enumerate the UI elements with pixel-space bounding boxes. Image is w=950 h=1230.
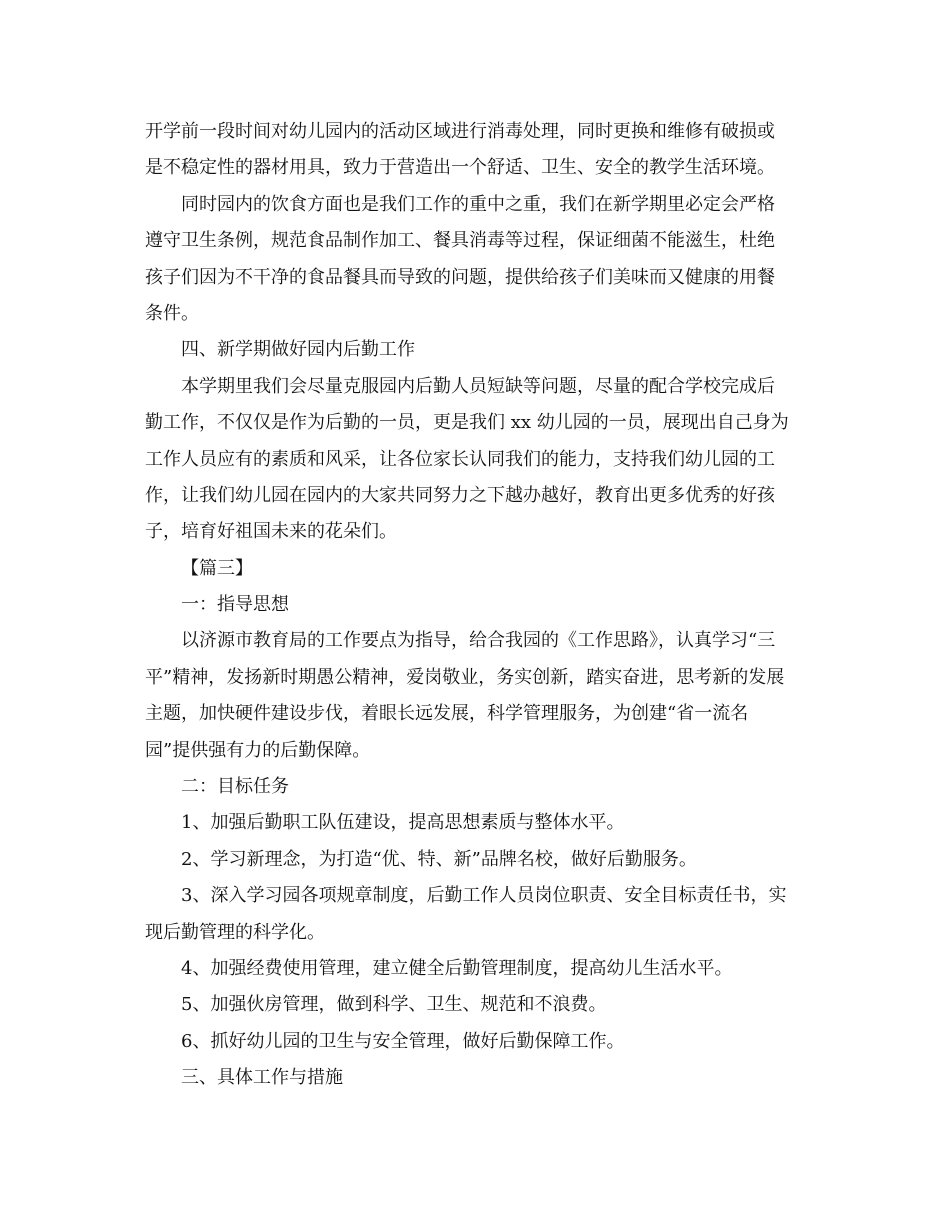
text-line: 条件。 [145,302,199,324]
text-line: 子，培育好祖国未来的花朵们。 [145,521,397,543]
document-body [145,114,810,1097]
text-line: 孩子们因为不干净的食品餐具而导致的问题，提供给孩子们美味而又健康的用餐 [145,266,775,288]
text-line: 【篇三】 [181,557,253,579]
text-line: 现后勤管理的科学化。 [145,921,325,943]
text-line: 3、深入学习园各项规章制度，后勤工作人员岗位职责、安全目标责任书，实 [181,885,787,907]
text-line: 同时园内的饮食方面也是我们工作的重中之重，我们在新学期里必定会严格 [181,193,775,215]
text-line: 4、加强经费使用管理，建立健全后勤管理制度，提高幼儿生活水平。 [181,957,733,979]
text-line: 勤工作，不仅仅是作为后勤的一员，更是我们 xx 幼儿园的一员，展现出自己身为 [145,412,789,434]
text-line: 三、具体工作与措施 [181,1067,343,1089]
text-line: 平”精神，发扬新时期愚公精神，爱岗敬业，务实创新，踏实奋进，思考新的发展 [145,666,785,688]
text-line: 二：目标任务 [181,776,289,798]
text-line: 遵守卫生条例，规范食品制作加工、餐具消毒等过程，保证细菌不能滋生，杜绝 [145,230,775,252]
text-line: 园”提供强有力的后勤保障。 [145,739,371,761]
text-line: 6、抓好幼儿园的卫生与安全管理，做好后勤保障工作。 [181,1030,625,1052]
text-line: 作，让我们幼儿园在园内的大家共同努力之下越办越好，教育出更多优秀的好孩 [145,484,775,506]
text-line: 是不稳定性的器材用具，致力于营造出一个舒适、卫生、安全的教学生活环境。 [145,157,775,179]
text-line: 以济源市教育局的工作要点为指导，给合我园的《工作思路》，认真学习“三 [181,630,776,652]
text-line: 四、新学期做好园内后勤工作 [181,339,415,361]
text-line: 主题，加快硬件建设步伐，着眼长远发展，科学管理服务，为创建“省一流名 [145,703,749,725]
text-line: 工作人员应有的素质和风采，让各位家长认同我们的能力，支持我们幼儿园的工 [145,448,775,470]
text-line: 5、加强伙房管理，做到科学、卫生、规范和不浪费。 [181,994,607,1016]
text-line: 一：指导思想 [181,594,289,616]
text-line: 2、学习新理念，为打造“优、特、新”品牌名校，做好后勤服务。 [181,848,697,870]
text-line: 1、加强后勤职工队伍建设，提高思想素质与整体水平。 [181,812,625,834]
text-line: 本学期里我们会尽量克服园内后勤人员短缺等问题，尽量的配合学校完成后 [181,375,775,397]
text-line: 开学前一段时间对幼儿园内的活动区域进行消毒处理，同时更换和维修有破损或 [145,121,775,142]
